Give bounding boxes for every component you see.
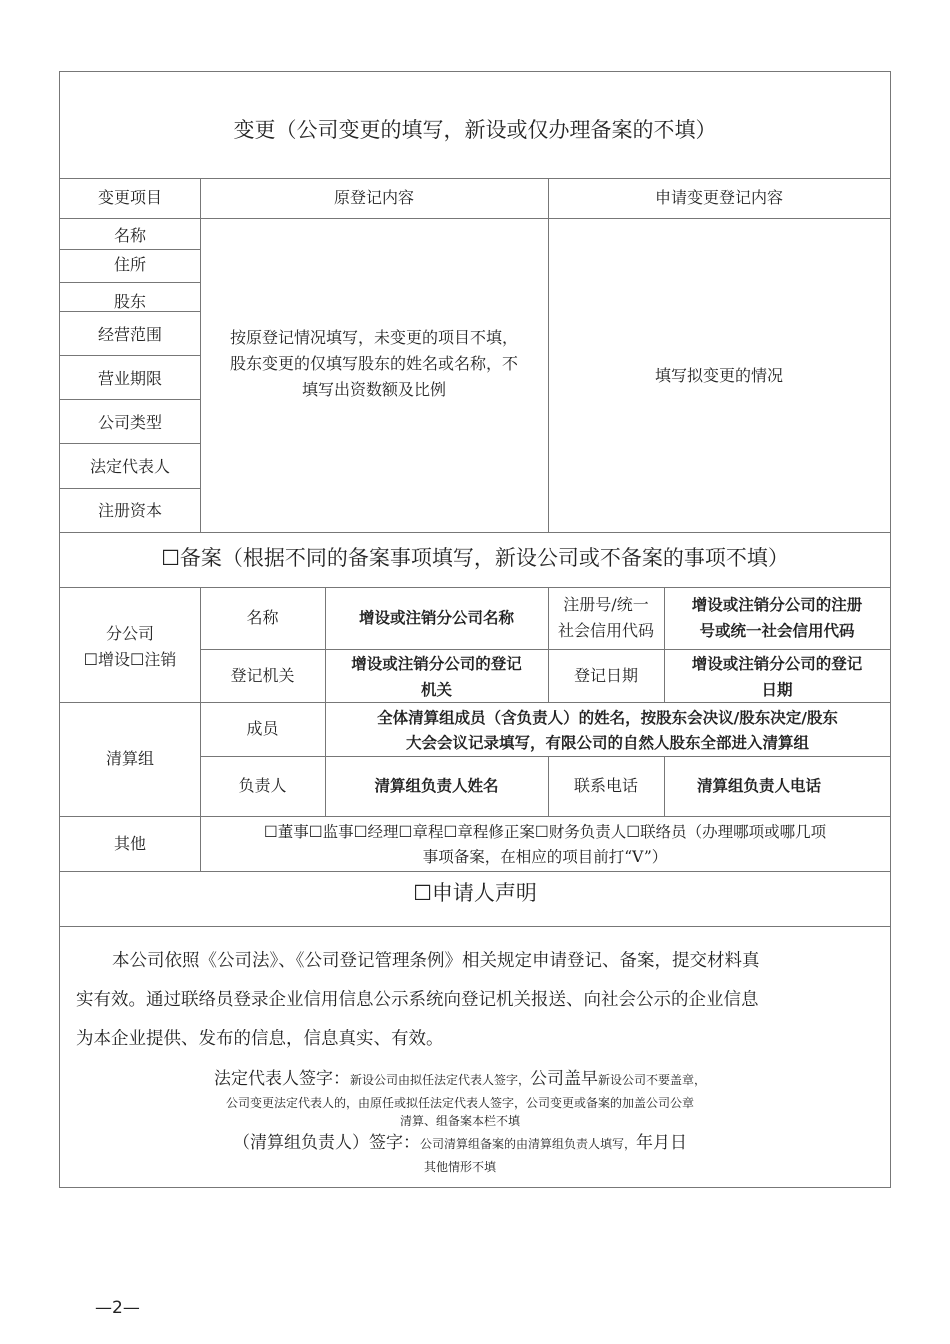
authority-value: 机关 bbox=[420, 681, 452, 699]
declaration-paragraph-line: 本公司依照《公司法》、《公司登记管理条例》相关规定申请登记、备案，提交材料真 bbox=[112, 951, 760, 971]
signature-line bbox=[70, 1066, 850, 1093]
signature-line bbox=[70, 1130, 850, 1157]
change-item: 名称 bbox=[113, 226, 146, 245]
branch-name-value: 增设或注销分公司名称 bbox=[358, 609, 514, 627]
col-header-original: 原登记内容 bbox=[333, 188, 414, 207]
change-item: 经营范围 bbox=[97, 325, 162, 344]
rule bbox=[548, 178, 549, 532]
rule bbox=[60, 443, 200, 444]
signature-note: 清算、组备案本栏不填 bbox=[399, 1114, 520, 1128]
authority-label: 登记机关 bbox=[230, 665, 295, 685]
rule bbox=[60, 355, 200, 356]
original-note: 按原登记情况填写，未变更的项目不填， bbox=[229, 328, 518, 347]
sig-note: 新设公司由拟任法定代表人签字， bbox=[349, 1073, 530, 1087]
other-checkboxes[interactable]: ☐董事☐监事☐经理☐章程☐章程修正案☐财务负责人☐联络员（办理哪项或哪几项 bbox=[263, 823, 827, 841]
regno-label: 注册号/统一 bbox=[563, 595, 649, 614]
change-item: 股东 bbox=[113, 292, 146, 311]
signature-note: 其他情形不填 bbox=[423, 1160, 496, 1174]
change-section-title: 变更（公司变更的填写，新设或仅办理备案的不填） bbox=[233, 118, 717, 142]
branch-name-label: 名称 bbox=[246, 608, 279, 627]
phone-value: 清算组负责人电话 bbox=[696, 777, 821, 795]
rule bbox=[60, 926, 890, 927]
authority-value: 增设或注销分公司的登记 bbox=[351, 655, 522, 673]
col-header-new: 申请变更登记内容 bbox=[654, 188, 783, 207]
change-item: 法定代表人 bbox=[89, 457, 170, 476]
sig-note: 公司清算组备案的由清算组负责人填写， bbox=[419, 1137, 636, 1151]
sig-label: （清算组负责人）签字： bbox=[232, 1133, 420, 1153]
phone-label: 联系电话 bbox=[573, 776, 638, 795]
rule bbox=[60, 532, 890, 533]
new-note: 填写拟变更的情况 bbox=[654, 366, 783, 385]
rule bbox=[60, 249, 200, 250]
sig-label: 公司盖早 bbox=[530, 1069, 598, 1089]
sig-label: 法定代表人签字： bbox=[213, 1069, 350, 1089]
date-label: 登记日期 bbox=[573, 665, 638, 685]
declaration-title[interactable]: ☐申请人声明 bbox=[413, 881, 537, 905]
date-value: 增设或注销分公司的登记 bbox=[691, 655, 863, 673]
change-item: 注册资本 bbox=[97, 501, 162, 520]
sig-date-label: 年月日 bbox=[636, 1133, 687, 1153]
rule bbox=[60, 218, 890, 219]
members-value: 大会会议记录填写，有限公司的自然人股东全部进入清算组 bbox=[405, 734, 809, 752]
declaration-paragraph-line: 实有效。通过联络员登录企业信用信息公示系统向登记机关报送、向社会公示的企业信息 bbox=[76, 990, 759, 1010]
other-label: 其他 bbox=[113, 833, 146, 853]
original-note: 填写出资数额及比例 bbox=[301, 380, 446, 399]
signature-note: 公司变更法定代表人的，由原任或拟任法定代表人签字，公司变更或备案的加盖公司公章 bbox=[225, 1096, 694, 1110]
rule bbox=[60, 871, 890, 872]
regno-value: 增设或注销分公司的注册 bbox=[691, 596, 863, 614]
liquidation-label: 清算组 bbox=[105, 749, 154, 768]
regno-label: 社会信用代码 bbox=[557, 621, 654, 640]
branch-label: 分公司 bbox=[105, 624, 154, 643]
regno-value: 号或统一社会信用代码 bbox=[699, 622, 855, 640]
leader-value: 清算组负责人姓名 bbox=[374, 777, 499, 795]
change-item: 公司类型 bbox=[97, 413, 162, 432]
rule bbox=[60, 399, 200, 400]
members-value: 全体清算组成员（含负责人）的姓名，按股东会决议/股东决定/股东 bbox=[377, 709, 838, 727]
filing-section-title: ☐备案（根据不同的备案事项填写，新设公司或不备案的事项不填） bbox=[161, 546, 789, 570]
rule bbox=[60, 282, 200, 283]
declaration-paragraph-line: 为本企业提供、发布的信息，信息真实、有效。 bbox=[76, 1029, 444, 1049]
date-value: 日期 bbox=[761, 681, 793, 699]
change-item: 住所 bbox=[113, 255, 146, 274]
members-label: 成员 bbox=[246, 719, 279, 738]
sig-note: 新设公司不要盖章， bbox=[598, 1073, 707, 1087]
col-header-item: 变更项目 bbox=[97, 188, 162, 207]
change-item: 营业期限 bbox=[97, 369, 162, 388]
original-note: 股东变更的仅填写股东的姓名或名称，不 bbox=[229, 354, 518, 373]
rule bbox=[60, 488, 200, 489]
leader-label: 负责人 bbox=[238, 776, 287, 795]
branch-action-checkboxes[interactable]: ☐增设☐注销 bbox=[83, 650, 177, 669]
other-note: 事项备案，在相应的项目前打“V”） bbox=[422, 848, 668, 866]
page-number: —2— bbox=[95, 1298, 140, 1318]
